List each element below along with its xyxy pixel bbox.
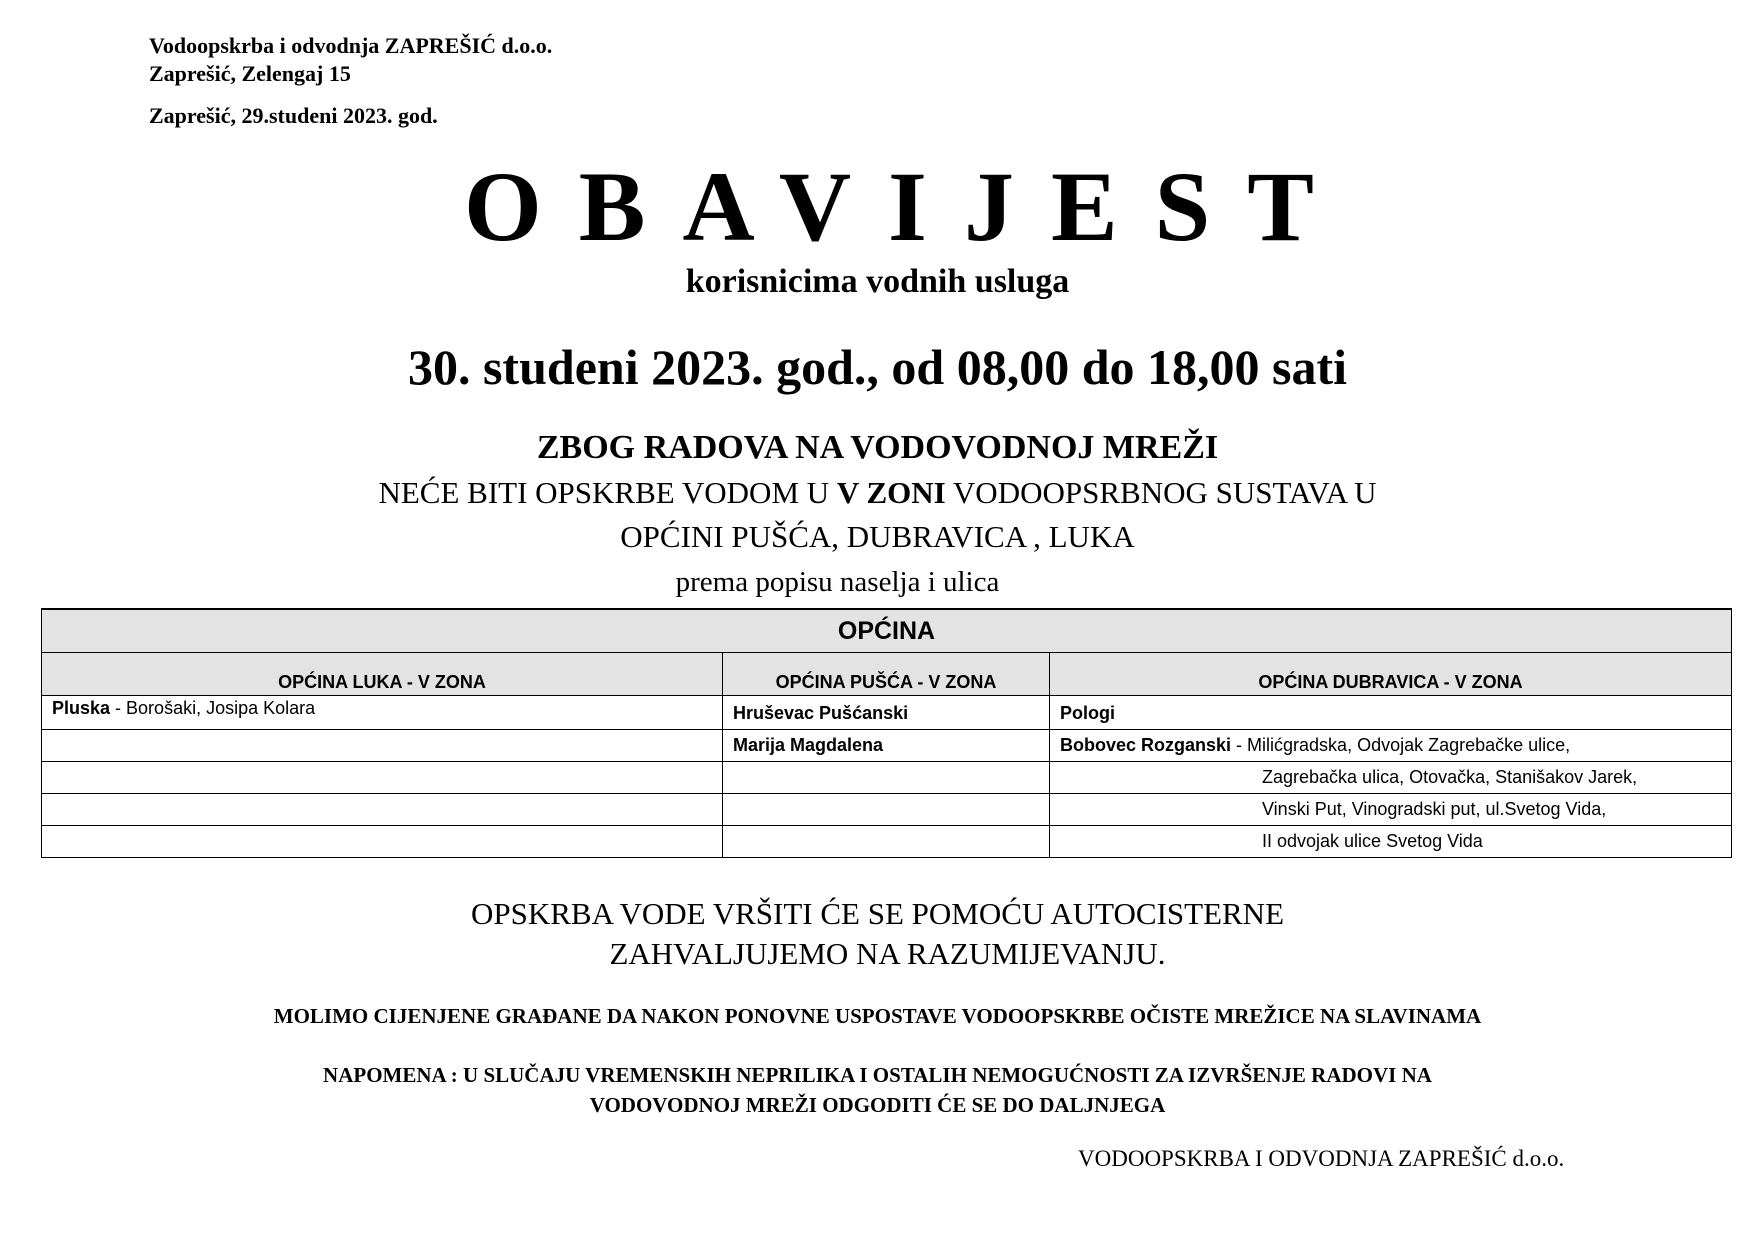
table-row bbox=[42, 794, 1732, 826]
dubravica-streets: - Milićgradska, Odvojak Zagrebačke ulice, bbox=[1231, 735, 1571, 755]
dubravica-streets-cont-1: Zagrebačka ulica, Otovačka, Stanišakov Jarek, bbox=[1050, 762, 1732, 794]
empty-cell bbox=[42, 794, 723, 826]
dubravica-streets-cont-2: Vinski Put, Vinogradski put, ul.Svetog Vida, bbox=[1050, 794, 1732, 826]
table-row bbox=[42, 826, 1732, 858]
supply-line-1: OPSKRBA VODE VRŠITI ĆE SE POMOĆU AUTOCISTERNE bbox=[470, 896, 1285, 931]
column-header-dubravica: OPĆINA DUBRAVICA - V ZONA bbox=[1050, 653, 1732, 696]
luka-place: Pluska bbox=[52, 698, 111, 718]
empty-cell bbox=[723, 794, 1050, 826]
notice-subtitle: korisnicima vodnih usluga bbox=[685, 263, 1070, 300]
notice-line-2: OPĆINI PUŠĆA, DUBRAVICA , LUKA bbox=[620, 519, 1135, 554]
pusca-place-1: Hruševac Pušćanski bbox=[723, 696, 1050, 730]
signature: VODOOPSKRBA I ODVODNJA ZAPREŠIĆ d.o.o. bbox=[1078, 1146, 1565, 1171]
luka-cell bbox=[42, 696, 723, 730]
table-row bbox=[42, 762, 1732, 794]
empty-cell bbox=[42, 762, 723, 794]
table-row bbox=[42, 730, 1732, 762]
outage-datetime: 30. studeni 2023. god., od 08,00 do 18,00 sati bbox=[407, 339, 1348, 395]
column-header-luka: OPĆINA LUKA - V ZONA bbox=[42, 653, 723, 696]
company-address: Zaprešić, Zelengaj 15 bbox=[149, 61, 351, 86]
outage-reason: ZBOG RADOVA NA VODOVODNOJ MREŽI bbox=[536, 429, 1219, 466]
issue-date: Zaprešić, 29.studeni 2023. god. bbox=[149, 103, 438, 128]
notice-line-1-after: VODOOPSRBNOG SUSTAVA U bbox=[945, 475, 1377, 510]
notice-line-1-before: NEĆE BITI OPSKRBE VODOM U bbox=[378, 475, 837, 510]
empty-cell bbox=[42, 730, 723, 762]
remark-line-2: VODOVODNOJ MREŽI ODGODITI ĆE SE DO DALJNJEGA bbox=[589, 1093, 1166, 1117]
supply-line-2: ZAHVALJUJEMO NA RAZUMIJEVANJU. bbox=[609, 936, 1166, 971]
notice-line-1 bbox=[0, 474, 1755, 512]
table-header-row bbox=[42, 609, 1732, 653]
affected-areas-table bbox=[41, 608, 1732, 858]
empty-cell bbox=[723, 826, 1050, 858]
dubravica-place-2: Bobovec Rozganski bbox=[1060, 735, 1232, 755]
notice-title: OBAVIJEST bbox=[464, 151, 1351, 262]
company-name: Vodoopskrba i odvodnja ZAPREŠIĆ d.o.o. bbox=[149, 33, 553, 58]
dubravica-streets-cont-3: II odvojak ulice Svetog Vida bbox=[1050, 826, 1732, 858]
document-header bbox=[149, 32, 552, 130]
dubravica-place-1: Pologi bbox=[1050, 696, 1732, 730]
empty-cell bbox=[723, 762, 1050, 794]
notice-line-3: prema popisu naselja i ulica bbox=[675, 566, 1000, 598]
column-header-pusca: OPĆINA PUŠĆA - V ZONA bbox=[723, 653, 1050, 696]
luka-streets: - Borošaki, Josipa Kolara bbox=[110, 698, 316, 718]
table-header: OPĆINA bbox=[42, 609, 1732, 653]
request-note: MOLIMO CIJENJENE GRAĐANE DA NAKON PONOVNE USPOSTAVE VODOOPSKRBE OČISTE MREŽICE NA SLAVINAMA bbox=[273, 1004, 1482, 1028]
pusca-place-2: Marija Magdalena bbox=[723, 730, 1050, 762]
column-header-row bbox=[42, 653, 1732, 696]
remark-line-1: NAPOMENA : U SLUČAJU VREMENSKIH NEPRILIKA I OSTALIH NEMOGUĆNOSTI ZA IZVRŠENJE RADOVI NA bbox=[323, 1063, 1432, 1087]
remark-note bbox=[0, 1060, 1755, 1120]
dubravica-cell bbox=[1050, 730, 1732, 762]
notice-zone: V ZONI bbox=[836, 475, 946, 510]
supply-notice bbox=[0, 894, 1755, 974]
empty-cell bbox=[42, 826, 723, 858]
table-row bbox=[42, 696, 1732, 730]
